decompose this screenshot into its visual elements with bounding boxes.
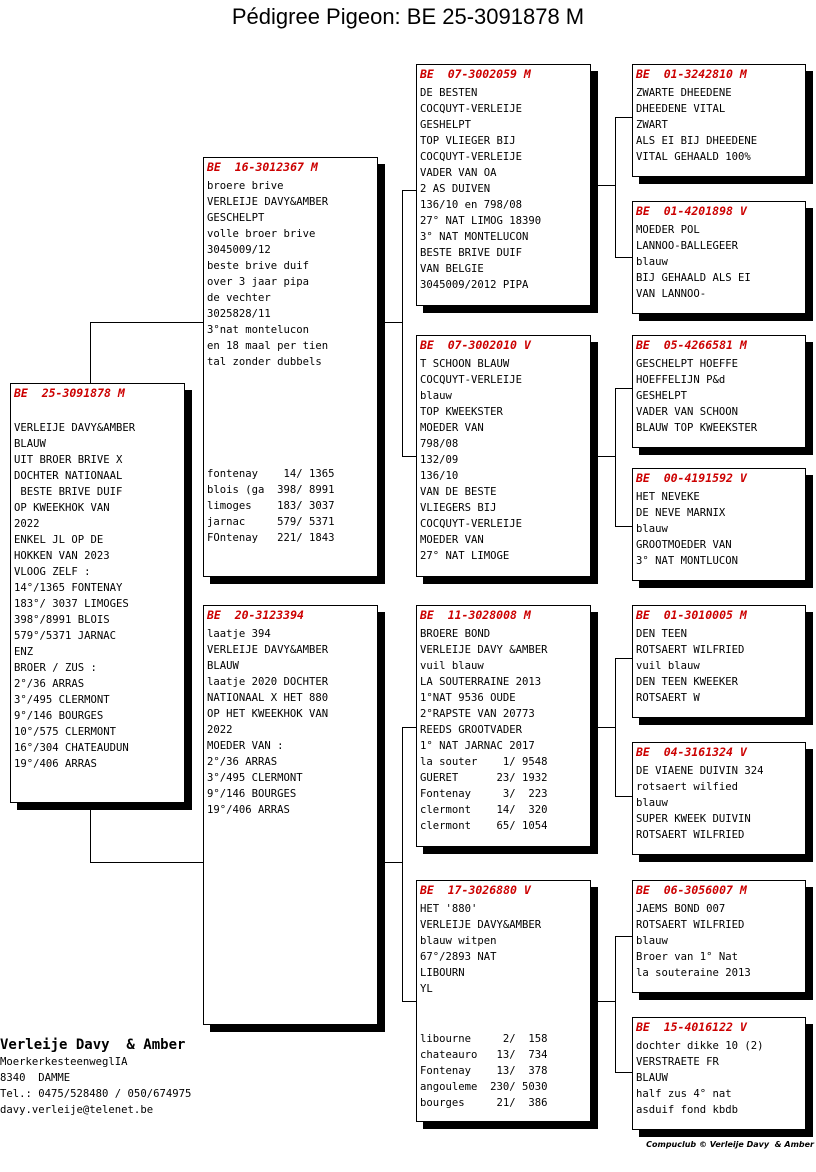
pedigree-line: libourne 2/ 158 xyxy=(420,1033,548,1045)
page-title: Pédigree Pigeon: BE 25-3091878 M xyxy=(231,4,585,29)
pedigree-line: BLAUW xyxy=(14,438,46,450)
pedigree-line: 398°/8991 BLOIS xyxy=(14,614,110,626)
ancestor-lines-ffm xyxy=(636,222,802,302)
pedigree-line: VAN LANNOO- xyxy=(636,288,707,300)
pedigree-line: fontenay 14/ 1365 xyxy=(207,468,335,480)
connector-line xyxy=(615,117,633,118)
pedigree-line: volle broer brive xyxy=(207,228,316,240)
pedigree-line: 9°/146 BOURGES xyxy=(207,788,297,800)
pedigree-line: blauw xyxy=(636,797,668,809)
breeder-name: Verleije Davy & Amber xyxy=(0,1037,186,1053)
pedigree-line: HET NEVEKE xyxy=(636,491,700,503)
pedigree-line: BESTE BRIVE DUIF xyxy=(420,247,523,259)
pedigree-line: VAN BELGIE xyxy=(420,263,484,275)
pedigree-line: 798/08 xyxy=(420,438,459,450)
ancestor-card-ffm[interactable] xyxy=(632,201,806,314)
mother-ring: BE 20-3123394 xyxy=(207,608,304,622)
breeder-phone: Tel.: 0475/528480 / 050/674975 xyxy=(0,1088,192,1100)
maternal-grandfather-ring: BE 11-3028008 M xyxy=(420,608,531,622)
pedigree-line: blauw xyxy=(636,256,668,268)
pedigree-line: la souter 1/ 9548 xyxy=(420,756,548,768)
pedigree-line: beste brive duif xyxy=(207,260,310,272)
pedigree-line: NATIONAAL X HET 880 xyxy=(207,692,329,704)
pedigree-line: MOEDER VAN xyxy=(420,534,484,546)
pedigree-line: 2°RAPSTE VAN 20773 xyxy=(420,708,535,720)
pedigree-line: en 18 maal per tien xyxy=(207,340,329,352)
connector-line xyxy=(402,727,403,1001)
pedigree-line: 3° NAT MONTELUCON xyxy=(420,231,529,243)
pedigree-line: 19°/406 ARRAS xyxy=(207,804,290,816)
ancestor-card-mff[interactable] xyxy=(632,605,806,718)
connector-line xyxy=(615,117,616,257)
pedigree-line: OP HET KWEEKHOK VAN xyxy=(207,708,329,720)
connector-line xyxy=(402,190,403,456)
subject-ring: BE 25-3091878 M xyxy=(14,386,125,400)
pedigree-line: VAN DE BESTE xyxy=(420,486,497,498)
pedigree-line: 136/10 en 798/08 xyxy=(420,199,523,211)
ancestor-card-mfm[interactable] xyxy=(632,742,806,855)
connector-line xyxy=(377,322,402,323)
ancestor-lines-mfm xyxy=(636,763,802,843)
father-card[interactable] xyxy=(203,157,378,577)
pedigree-line: blauw xyxy=(636,935,668,947)
pedigree-line: 2022 xyxy=(207,724,233,736)
pedigree-line: VERSTRAETE FR xyxy=(636,1056,719,1068)
pedigree-line: 2 AS DUIVEN xyxy=(420,183,491,195)
pedigree-line: DE NEVE MARNIX xyxy=(636,507,726,519)
pedigree-line: COCQUYT-VERLEIJE xyxy=(420,151,523,163)
copyright-footer: Compuclub © Verleije Davy & Amber xyxy=(646,1140,814,1149)
connector-line xyxy=(615,936,616,1072)
pedigree-line: 3°nat montelucon xyxy=(207,324,310,336)
pedigree-line: 579°/5371 JARNAC xyxy=(14,630,117,642)
connector-line xyxy=(402,456,417,457)
pedigree-line: limoges 183/ 3037 xyxy=(207,500,335,512)
pedigree-line: over 3 jaar pipa xyxy=(207,276,310,288)
connector-line xyxy=(615,658,633,659)
pedigree-line: BLAUW xyxy=(636,1072,668,1084)
maternal-grandfather-card[interactable] xyxy=(416,605,591,847)
connector-line xyxy=(90,322,204,323)
maternal-grandmother-ring: BE 17-3026880 V xyxy=(420,883,531,897)
pedigree-line: ROTSAERT W xyxy=(636,692,700,704)
pedigree-line: 136/10 xyxy=(420,470,459,482)
pedigree-line: laatje 2020 DOCHTER xyxy=(207,676,329,688)
pedigree-line: MOEDER POL xyxy=(636,224,700,236)
pedigree-line: LANNOO-BALLEGEER xyxy=(636,240,739,252)
pedigree-line: VLOOG ZELF : xyxy=(14,566,91,578)
pedigree-line: VADER VAN SCHOON xyxy=(636,406,739,418)
pedigree-line: 3045009/2012 PIPA xyxy=(420,279,529,291)
ancestor-lines-mff xyxy=(636,626,802,706)
pedigree-line: VITAL GEHAALD 100% xyxy=(636,151,751,163)
pedigree-line: ROTSAERT WILFRIED xyxy=(636,919,745,931)
pedigree-line: GESHELPT xyxy=(636,390,688,402)
pedigree-line: BESTE BRIVE DUIF xyxy=(14,486,123,498)
paternal-grandmother-ring: BE 07-3002010 V xyxy=(420,338,531,352)
pedigree-line: 9°/146 BOURGES xyxy=(14,710,104,722)
pedigree-line: ROTSAERT WILFRIED xyxy=(636,644,745,656)
pedigree-line: VERLEIJE DAVY&AMBER xyxy=(207,644,329,656)
ancestor-ring-mmm: BE 15-4016122 V xyxy=(636,1020,747,1034)
pedigree-line: GESCHELPT xyxy=(207,212,265,224)
pedigree-line: ROTSAERT WILFRIED xyxy=(636,829,745,841)
ancestor-ring-fmm: BE 00-4191592 V xyxy=(636,471,747,485)
pedigree-line: UIT BROER BRIVE X xyxy=(14,454,123,466)
ancestor-ring-fff: BE 01-3242810 M xyxy=(636,67,747,81)
pedigree-line: DEN TEEN xyxy=(636,628,688,640)
pedigree-line: ZWARTE DHEEDENE xyxy=(636,87,732,99)
connector-line xyxy=(615,526,633,527)
pedigree-line: vuil blauw xyxy=(420,660,484,672)
pedigree-line: VERLEIJE DAVY&AMBER xyxy=(14,422,136,434)
pedigree-line: MOEDER VAN : xyxy=(207,740,284,752)
pedigree-line: GROOTMOEDER VAN xyxy=(636,539,732,551)
ancestor-lines-mmf xyxy=(636,901,802,981)
pedigree-line: TOP KWEEKSTER xyxy=(420,406,503,418)
pedigree-line: 3025828/11 xyxy=(207,308,271,320)
ancestor-lines-fmm xyxy=(636,489,802,569)
pedigree-line: TOP VLIEGER BIJ xyxy=(420,135,516,147)
pedigree-line: JAEMS BOND 007 xyxy=(636,903,726,915)
pedigree-line: tal zonder dubbels xyxy=(207,356,322,368)
ancestor-ring-ffm: BE 01-4201898 V xyxy=(636,204,747,218)
pedigree-line: VLIEGERS BIJ xyxy=(420,502,497,514)
pedigree-line: jarnac 579/ 5371 xyxy=(207,516,335,528)
paternal-grandfather-lines xyxy=(420,85,587,293)
pedigree-line: Fontenay 3/ 223 xyxy=(420,788,548,800)
father-race-results xyxy=(207,466,335,546)
pedigree-line: BROER / ZUS : xyxy=(14,662,97,674)
pedigree-line: vuil blauw xyxy=(636,660,700,672)
pedigree-line: bourges 21/ 386 xyxy=(420,1097,548,1109)
pedigree-line: DHEEDENE VITAL xyxy=(636,103,726,115)
father-lines xyxy=(207,178,374,370)
pedigree-line: de vechter xyxy=(207,292,271,304)
pedigree-line: 1° NAT JARNAC 2017 xyxy=(420,740,535,752)
pedigree-line: 67°/2893 NAT xyxy=(420,951,497,963)
pedigree-line: ENZ xyxy=(14,646,34,658)
connector-line xyxy=(90,322,91,384)
connector-line xyxy=(90,802,91,862)
pedigree-line: Fontenay 13/ 378 xyxy=(420,1065,548,1077)
pedigree-line: 3°/495 CLERMONT xyxy=(14,694,110,706)
connector-line xyxy=(615,658,616,796)
pedigree-line: 132/09 xyxy=(420,454,459,466)
connector-line xyxy=(402,1001,417,1002)
pedigree-line: 2°/36 ARRAS xyxy=(14,678,85,690)
pedigree-line: LA SOUTERRAINE 2013 xyxy=(420,676,542,688)
maternal-grandmother-race-results xyxy=(420,1031,548,1111)
pedigree-line: VADER VAN OA xyxy=(420,167,497,179)
pedigree-line: DEN TEEN KWEEKER xyxy=(636,676,739,688)
pedigree-line: COCQUYT-VERLEIJE xyxy=(420,374,523,386)
pedigree-line: 10°/575 CLERMONT xyxy=(14,726,117,738)
pedigree-line: BROERE BOND xyxy=(420,628,491,640)
pedigree-line: chateauro 13/ 734 xyxy=(420,1049,548,1061)
connector-line xyxy=(615,257,633,258)
ancestor-card-mmf[interactable] xyxy=(632,880,806,993)
pedigree-line: HOEFFELIJN P&d xyxy=(636,374,726,386)
pedigree-line: T SCHOON BLAUW xyxy=(420,358,510,370)
connector-line xyxy=(377,862,402,863)
pedigree-line: VERLEIJE DAVY &AMBER xyxy=(420,644,548,656)
maternal-grandmother-card[interactable] xyxy=(416,880,591,1122)
paternal-grandmother-lines xyxy=(420,356,587,564)
connector-line xyxy=(590,727,615,728)
pedigree-line: ZWART xyxy=(636,119,668,131)
connector-line xyxy=(590,1001,615,1002)
pedigree-line: 27° NAT LIMOG 18390 xyxy=(420,215,542,227)
pedigree-line: la souteraine 2013 xyxy=(636,967,751,979)
mother-lines xyxy=(207,626,374,818)
ancestor-ring-mmf: BE 06-3056007 M xyxy=(636,883,747,897)
ancestor-ring-mfm: BE 04-3161324 V xyxy=(636,745,747,759)
connector-line xyxy=(590,185,615,186)
pedigree-line: GESCHELPT HOEFFE xyxy=(636,358,739,370)
pedigree-line: angouleme 230/ 5030 xyxy=(420,1081,548,1093)
pedigree-line: LIBOURN xyxy=(420,967,465,979)
pedigree-line: blois (ga 398/ 8991 xyxy=(207,484,335,496)
pedigree-line: 2°/36 ARRAS xyxy=(207,756,278,768)
pedigree-line: half zus 4° nat xyxy=(636,1088,732,1100)
pedigree-line: YL xyxy=(420,983,433,995)
pedigree-line: HET '880' xyxy=(420,903,478,915)
pedigree-line: COCQUYT-VERLEIJE xyxy=(420,518,523,530)
pedigree-line: 27° NAT LIMOGE xyxy=(420,550,510,562)
pedigree-line: rotsaert wilfied xyxy=(636,781,739,793)
pedigree-line: Broer van 1° Nat xyxy=(636,951,739,963)
pedigree-line: dochter dikke 10 (2) xyxy=(636,1040,764,1052)
pedigree-line: ALS EI BIJ DHEEDENE xyxy=(636,135,758,147)
maternal-grandfather-lines xyxy=(420,626,587,834)
subject-lines xyxy=(14,404,181,772)
ancestor-lines-mmm xyxy=(636,1038,802,1118)
ancestor-lines-fff xyxy=(636,85,802,165)
pedigree-line: GUERET 23/ 1932 xyxy=(420,772,548,784)
ancestor-ring-fmf: BE 05-4266581 M xyxy=(636,338,747,352)
maternal-grandmother-lines xyxy=(420,901,587,997)
connector-line xyxy=(615,796,633,797)
pedigree-line: clermont 65/ 1054 xyxy=(420,820,548,832)
connector-line xyxy=(615,1072,633,1073)
ancestor-lines-fmf xyxy=(636,356,802,436)
pedigree-line: ENKEL JL OP DE xyxy=(14,534,104,546)
pedigree-line: 1°NAT 9536 OUDE xyxy=(420,692,516,704)
pedigree-line: blauw witpen xyxy=(420,935,497,947)
ancestor-card-fmm[interactable] xyxy=(632,468,806,581)
pedigree-line: broere brive xyxy=(207,180,284,192)
connector-line xyxy=(590,456,615,457)
pedigree-line: 2022 xyxy=(14,518,40,530)
connector-line xyxy=(402,727,417,728)
breeder-info xyxy=(0,1036,191,1118)
pedigree-line: laatje 394 xyxy=(207,628,271,640)
pedigree-line: FOntenay 221/ 1843 xyxy=(207,532,335,544)
pedigree-line xyxy=(14,404,181,420)
connector-line xyxy=(615,936,633,937)
pedigree-line: MOEDER VAN xyxy=(420,422,484,434)
father-ring: BE 16-3012367 M xyxy=(207,160,318,174)
pedigree-line: 3° NAT MONTLUCON xyxy=(636,555,739,567)
mother-card[interactable] xyxy=(203,605,378,1025)
pedigree-line: VERLEIJE DAVY&AMBER xyxy=(420,919,542,931)
pedigree-line: 3°/495 CLERMONT xyxy=(207,772,303,784)
pedigree-line: REEDS GROOTVADER xyxy=(420,724,523,736)
connector-line xyxy=(402,190,417,191)
pedigree-line: BLAUW xyxy=(207,660,239,672)
pedigree-line: COCQUYT-VERLEIJE xyxy=(420,103,523,115)
pedigree-line: blauw xyxy=(636,523,668,535)
pedigree-line: blauw xyxy=(420,390,452,402)
pedigree-line: VERLEIJE DAVY&AMBER xyxy=(207,196,329,208)
pedigree-line: SUPER KWEEK DUIVIN xyxy=(636,813,751,825)
breeder-address: MoerkerkesteenweglIA xyxy=(0,1056,128,1068)
pedigree-line: 14°/1365 FONTENAY xyxy=(14,582,123,594)
connector-line xyxy=(615,388,633,389)
ancestor-card-fff[interactable] xyxy=(632,64,806,177)
pedigree-line: 16°/304 CHATEAUDUN xyxy=(14,742,129,754)
pedigree-line: BLAUW TOP KWEEKSTER xyxy=(636,422,758,434)
pedigree-line: 3045009/12 xyxy=(207,244,271,256)
pedigree-line: DOCHTER NATIONAAL xyxy=(14,470,123,482)
subject-card[interactable] xyxy=(10,383,185,803)
ancestor-card-mmm[interactable] xyxy=(632,1017,806,1130)
ancestor-card-fmf[interactable] xyxy=(632,335,806,448)
pedigree-line: GESHELPT xyxy=(420,119,472,131)
paternal-grandfather-ring: BE 07-3002059 M xyxy=(420,67,531,81)
connector-line xyxy=(90,862,204,863)
pedigree-line: DE BESTEN xyxy=(420,87,478,99)
pedigree-line: 19°/406 ARRAS xyxy=(14,758,97,770)
paternal-grandfather-card[interactable] xyxy=(416,64,591,306)
pedigree-line: clermont 14/ 320 xyxy=(420,804,548,816)
pedigree-line: BIJ GEHAALD ALS EI xyxy=(636,272,751,284)
paternal-grandmother-card[interactable] xyxy=(416,335,591,577)
breeder-email[interactable]: davy.verleije@telenet.be xyxy=(0,1104,154,1116)
pedigree-line: HOKKEN VAN 2023 xyxy=(14,550,110,562)
pedigree-line: asduif fond kbdb xyxy=(636,1104,739,1116)
pedigree-line: DE VIAENE DUIVIN 324 xyxy=(636,765,764,777)
breeder-city: 8340 DAMME xyxy=(0,1072,71,1084)
ancestor-ring-mff: BE 01-3010005 M xyxy=(636,608,747,622)
pedigree-line: 183°/ 3037 LIMOGES xyxy=(14,598,129,610)
connector-line xyxy=(615,388,616,526)
pedigree-line: OP KWEEKHOK VAN xyxy=(14,502,110,514)
